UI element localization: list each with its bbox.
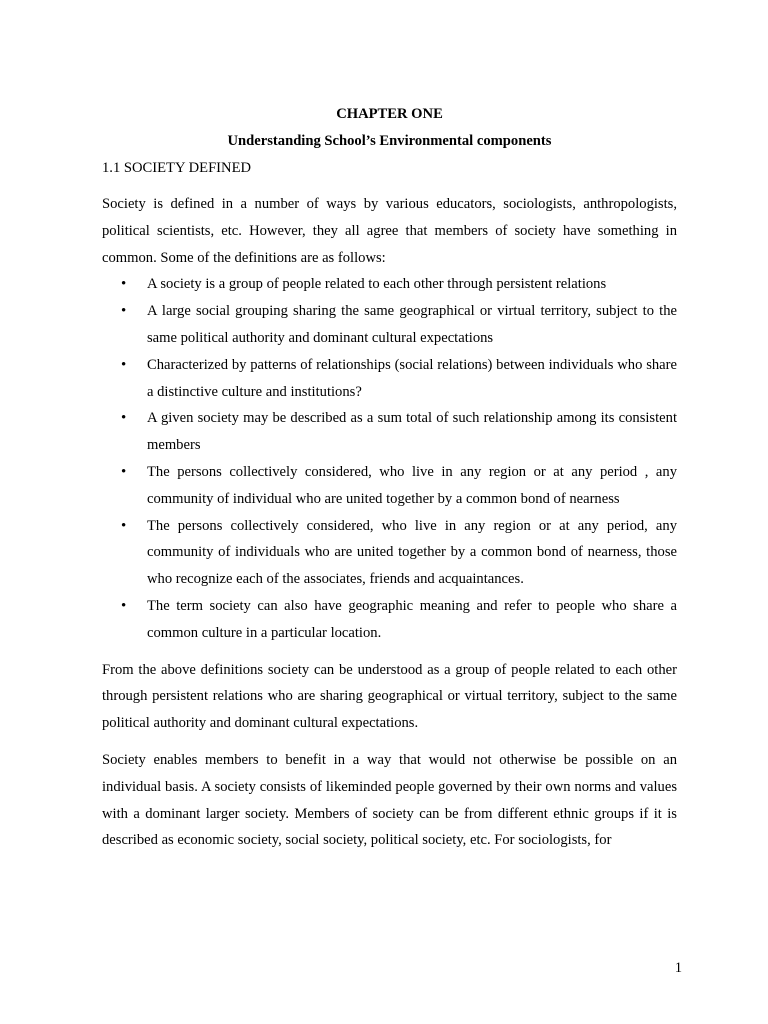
intro-paragraph: Society is defined in a number of ways by various educators, sociologists, anthropologists, political scientists, etc. However, they all agree that members of society have something in common. Some of the definitions are as follows:: [102, 196, 677, 266]
bullet-icon: •: [121, 410, 127, 427]
definition-text: Characterized by patterns of relationships (social relations) between individuals who share a distinctive culture and institutions?: [147, 356, 677, 400]
page-number: 1: [674, 960, 682, 976]
definition-item: [102, 298, 677, 352]
definition-item: [102, 405, 677, 459]
bullet-icon: •: [121, 276, 127, 293]
summary-paragraph: From the above definitions society can be understood as a group of people related to each other through persistent relations who are sharing geographical or virtual territory, subject to the same political authority and dominant cultural expectations.: [102, 661, 677, 732]
definition-text: A given society may be described as a sum total of such relationship among its consistent members: [147, 410, 677, 454]
benefits-paragraph: Society enables members to benefit in a way that would not otherwise be possible on an individual basis. A society consists of likeminded people governed by their own norms and values with a dominant larger society. Members of society can be from different ethnic groups if it is described as economic society, social society, political society, etc. For sociologists, for: [102, 751, 677, 849]
bullet-icon: •: [121, 517, 127, 534]
page-content: [102, 104, 677, 854]
definition-item: [102, 459, 677, 513]
bullet-icon: •: [121, 597, 127, 614]
chapter-subtitle: Understanding School’s Environmental components: [227, 133, 552, 149]
definition-item: [102, 352, 677, 406]
definition-text: A large social grouping sharing the same geographical or virtual territory, subject to the same political authority and dominant cultural expectations: [147, 303, 677, 346]
bullet-icon: •: [121, 303, 127, 320]
definition-item: [102, 593, 677, 647]
chapter-title: CHAPTER ONE: [336, 106, 443, 122]
definition-item: [102, 513, 677, 593]
definition-text: The persons collectively considered, who live in any region or at any period , any community of individual who are united together by a common bond of nearness: [147, 463, 677, 507]
definition-text: The persons collectively considered, who live in any region or at any period, any community of individuals who are united together by a common bond of nearness, those who recognize each of the associates, friends and acquaintances.: [147, 517, 677, 588]
bullet-icon: •: [121, 356, 127, 373]
definition-item: [102, 271, 677, 298]
definitions-list: [102, 271, 677, 646]
definition-text: A society is a group of people related to each other through persistent relations: [147, 276, 607, 293]
bullet-icon: •: [121, 463, 127, 480]
definition-text: The term society can also have geographic meaning and refer to people who share a common culture in a particular location.: [147, 597, 677, 641]
section-heading: 1.1 SOCIETY DEFINED: [102, 160, 252, 176]
